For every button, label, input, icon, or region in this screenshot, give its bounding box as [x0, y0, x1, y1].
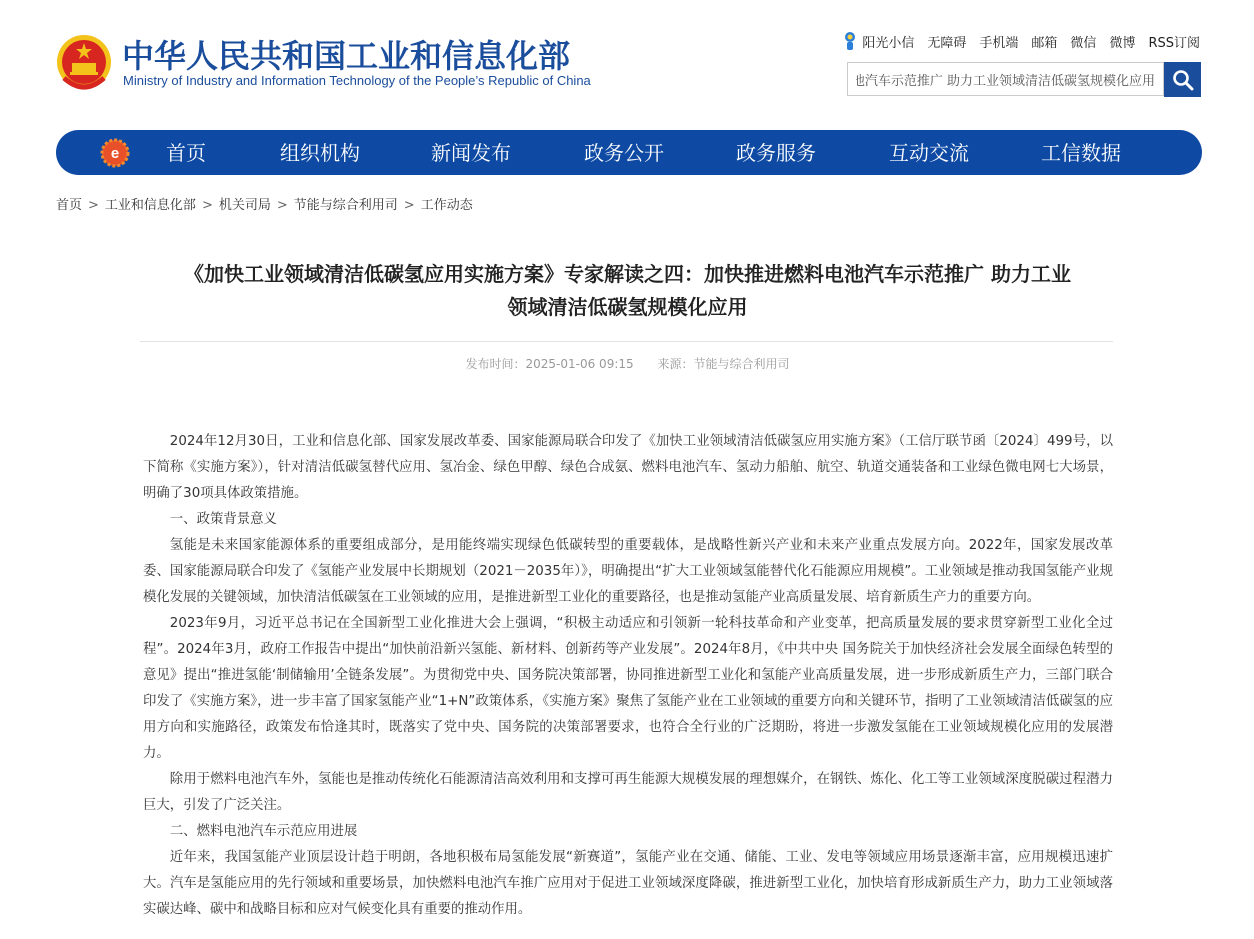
toplink-mail[interactable]: 邮箱 [1031, 35, 1058, 51]
nav-item-gov-info[interactable]: 政务公开 [584, 141, 664, 165]
site-title[interactable]: 中华人民共和国工业和信息化部 [122, 37, 571, 75]
nav-item-organization[interactable]: 组织机构 [280, 141, 360, 165]
toplink-mobile[interactable]: 手机端 [979, 35, 1019, 51]
source-info [657, 357, 789, 371]
breadcrumb-ministry[interactable]: 工业和信息化部 [104, 198, 196, 213]
nav-item-interaction[interactable]: 互动交流 [889, 141, 969, 165]
section-heading: 二、燃料电池汽车示范应用进展 [169, 824, 358, 839]
search-input[interactable] [848, 63, 1163, 95]
breadcrumb-departments[interactable]: 机关司局 [218, 198, 271, 213]
paragraph: 2024年12月30日，工业和信息化部、国家发展改革委、国家能源局联合印发了《加快工业领域清洁低碳氢应用实施方案》（工信厅联节函〔2024〕499号，以下简称《实施方案》），针对清洁低碳氢替代应用、氢冶金、绿色甲醇、绿色合成氨、燃料电池汽车、氢动力船舶、航空、轨道交通装备和工业绿色微电网七大场景，明确了30项具体政策措施。 [143, 434, 1113, 501]
section-heading: 一、政策背景意义 [169, 512, 277, 527]
nav-item-news[interactable]: 新闻发布 [431, 141, 511, 165]
breadcrumb-separator: > [88, 198, 99, 213]
toplink-accessibility[interactable]: 无障碍 [927, 35, 967, 51]
breadcrumb-home[interactable]: 首页 [56, 198, 83, 213]
toplink-sunshine[interactable] [842, 31, 914, 51]
search-box [847, 62, 1164, 96]
breadcrumb [56, 194, 473, 213]
main-nav [56, 130, 1202, 175]
article-meta [140, 355, 1115, 372]
source-value: 节能与综合利用司 [693, 357, 790, 371]
article-body [143, 429, 1113, 923]
sun-mascot-icon [842, 31, 858, 51]
paragraph: 近年来，我国氢能产业顶层设计趋于明朗，各地积极布局氢能发展“新赛道”，氢能产业在交通、储能、工业、发电等领域应用场景逐渐丰富，应用规模迅速扩大。汽车是氢能应用的先行领域和重要场景，加快燃料电池汽车推广应用对于促进工业领域深度降碳，推进新型工业化，加快培育形成新质生产力，助力工业领域落实碳达峰、碳中和战略目标和应对气候变化具有重要的推动作用。 [143, 850, 1113, 917]
breadcrumb-department[interactable]: 节能与综合利用司 [293, 198, 398, 213]
nav-item-gov-services[interactable]: 政务服务 [736, 141, 816, 165]
breadcrumb-separator: > [403, 198, 415, 213]
search-button[interactable] [1164, 62, 1201, 97]
miit-logo-icon [100, 138, 130, 168]
source-label: 来源： [657, 357, 694, 371]
article-title [140, 258, 1115, 324]
search-icon [1172, 69, 1194, 91]
article-title-line-2: 领域清洁低碳氢规模化应用 [507, 295, 748, 319]
breadcrumb-work-updates[interactable]: 工作动态 [420, 198, 473, 213]
paragraph: 除用于燃料电池汽车外，氢能也是推动传统化石能源清洁高效利用和支撑可再生能源大规模发展的理想媒介，在钢铁、炼化、化工等工业领域深度脱碳过程潜力巨大，引发了广泛关注。 [143, 772, 1113, 813]
toplink-weibo[interactable]: 微博 [1109, 35, 1136, 51]
toplink-wechat[interactable]: 微信 [1070, 35, 1097, 51]
nav-item-home[interactable]: 首页 [166, 141, 206, 165]
breadcrumb-separator: > [276, 198, 288, 213]
national-emblem-icon [56, 34, 112, 94]
paragraph: 氢能是未来国家能源体系的重要组成部分，是用能终端实现绿色低碳转型的重要载体，是战略性新兴产业和未来产业重点发展方向。2022年，国家发展改革委、国家能源局联合印发了《氢能产业发展中长期规划（2021－2035年）》，明确提出“扩大工业领域氢能替代化石能源应用规模”。工业领域是推动我国氢能产业规模化发展的关键领域，加快清洁低碳氢在工业领域的应用，是推进新型工业化的重要路径，也是推动氢能产业高质量发展、培育新质生产力的重要方向。 [143, 538, 1113, 605]
top-links [842, 31, 1200, 51]
toplink-rss[interactable]: RSS订阅 [1148, 35, 1200, 51]
toplink-label: 阳光小信 [862, 35, 915, 51]
article-title-line-1: 《加快工业领域清洁低碳氢应用实施方案》专家解读之四：加快推进燃料电池汽车示范推广 助力工业 [184, 262, 1071, 286]
publish-time: 2025-01-06 09:15 [525, 357, 634, 371]
breadcrumb-separator: > [201, 198, 213, 213]
site-subtitle: Ministry of Industry and Information Technology of the People’s Republic of China [123, 73, 591, 88]
svg-text:e: e [110, 145, 120, 162]
nav-item-data[interactable]: 工信数据 [1041, 141, 1121, 165]
paragraph: 2023年9月，习近平总书记在全国新型工业化推进大会上强调，“积极主动适应和引领新一轮科技革命和产业变革，把高质量发展的要求贯穿新型工业化全过程”。2024年3月，政府工作报告中提出“加快前沿新兴氢能、新材料、创新药等产业发展”。2024年8月，《中共中央 国务院关于加快经济社会发展全面绿色转型的意见》提出“推进氢能‘制储输用’全链条发展”。为贯彻党中央、国务院决策部署，协同推进新型工业化和氢能产业高质量发展，进一步形成新质生产力，三部门联合印发了《实施方案》，进一步丰富了国家氢能产业“1+N”政策体系，《实施方案》聚焦了氢能产业在工业领域的重要方向和关键环节，指明了工业领域清洁低碳氢的应用方向和实施路径，政策发布恰逢其时，既落实了党中央、国务院的决策部署要求，也符合全行业的广泛期盼，将进一步激发氢能在工业领域规模化应用的发展潜力。 [143, 616, 1113, 761]
publish-info [465, 357, 633, 371]
publish-label: 发布时间： [465, 357, 526, 371]
title-divider [140, 341, 1113, 342]
